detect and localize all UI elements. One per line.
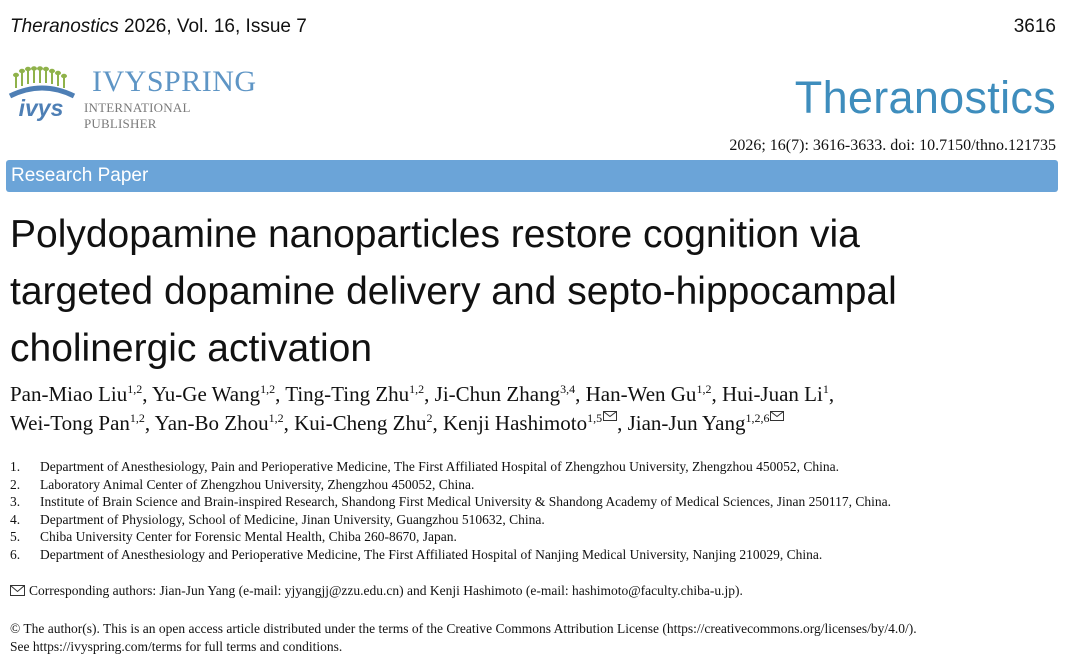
- title-line: cholinergic activation: [10, 327, 373, 370]
- author-separator: ,: [617, 411, 628, 435]
- envelope-icon: [602, 411, 617, 435]
- affiliation-text: Department of Physiology, School of Medicine, Jinan University, Guangzhou 510632, China.: [40, 511, 545, 527]
- page-number: 3616: [1013, 16, 1056, 37]
- author-separator: ,: [142, 382, 152, 406]
- affiliation-text: Chiba University Center for Forensic Mental Health, Chiba 260-8670, Japan.: [40, 529, 457, 545]
- author: [443, 411, 628, 435]
- author-separator: ,: [275, 382, 286, 406]
- author: [10, 411, 155, 435]
- author-affiliation-marker: 1: [822, 382, 829, 396]
- affiliation-item: [10, 546, 1075, 564]
- author-affiliation-marker: 1,2: [268, 411, 284, 425]
- author-affiliation-marker: 1,2: [409, 382, 425, 396]
- publisher-logo: [6, 65, 266, 131]
- title-line: Polydopamine nanoparticles restore cognition via: [10, 213, 860, 256]
- author-affiliation-marker: 2: [426, 411, 433, 425]
- article-title: [10, 206, 1060, 377]
- author-name: Han-Wen Gu: [585, 382, 697, 406]
- affiliation-number: 3.: [10, 494, 21, 510]
- publisher-subtitle: INTERNATIONAL PUBLISHER: [84, 100, 191, 131]
- affiliation-text: Institute of Brain Science and Brain-inspired Research, Shandong First Medical University & Shandong Academy of Medical Sciences, Jinan 250117, China.: [40, 494, 891, 510]
- article-type-bar: [6, 160, 1058, 192]
- affiliation-item: [10, 493, 1075, 511]
- affiliation-item: [10, 476, 1075, 494]
- author-separator: ,: [283, 411, 295, 435]
- author-affiliation-marker: 1,2: [129, 411, 145, 425]
- envelope-icon: [10, 585, 25, 596]
- author: [722, 382, 834, 406]
- author-separator: ,: [711, 382, 722, 406]
- journal-issue: 2026, Vol. 16, Issue 7: [118, 16, 307, 37]
- author-separator: ,: [424, 382, 435, 406]
- affiliation-item: [10, 511, 1075, 529]
- author-name: Yan-Bo Zhou: [154, 411, 269, 435]
- ivyspring-logo-icon: [6, 66, 78, 122]
- author: [152, 382, 285, 406]
- author-affiliation-marker: 1,2: [696, 382, 712, 396]
- author-list: [10, 380, 1070, 438]
- author: [628, 411, 785, 435]
- author-affiliation-marker: 3,4: [560, 382, 576, 396]
- running-header: [10, 16, 307, 38]
- author-affiliation-marker: 1,2: [260, 382, 276, 396]
- author-name: Kenji Hashimoto: [443, 411, 588, 435]
- author-separator: ,: [432, 411, 444, 435]
- svg-text:ivys: ivys: [18, 95, 64, 121]
- author-name: Jian-Jun Yang: [627, 411, 746, 435]
- author-name: Hui-Juan Li: [721, 382, 823, 406]
- author-separator: ,: [575, 382, 586, 406]
- correspondence-text: Corresponding authors: Jian-Jun Yang (e-mail: yjyangjj@zzu.edu.cn) and Kenji Hashimoto (e-mail: hashimoto@faculty.chiba-u.jp).: [29, 583, 743, 598]
- article-type-label: Research Paper: [11, 165, 149, 186]
- author-separator: ,: [828, 382, 835, 406]
- author: [294, 411, 443, 435]
- affiliation-number: 6.: [10, 546, 21, 562]
- author: [285, 382, 434, 406]
- affiliation-number: 5.: [10, 529, 21, 545]
- envelope-icon: [769, 411, 784, 435]
- affiliation-item: [10, 458, 1075, 476]
- affiliation-text: Laboratory Animal Center of Zhengzhou University, Zhengzhou 450052, China.: [40, 476, 475, 492]
- affiliation-text: Department of Anesthesiology and Perioperative Medicine, The First Affiliated Hospital of Nanjing Medical University, Nanjing 210029, China.: [40, 546, 823, 562]
- affiliation-text: Department of Anesthesiology, Pain and Perioperative Medicine, The First Affiliated Hospital of Zhengzhou University, Zhengzhou 450052, China.: [40, 459, 839, 474]
- author: [155, 411, 294, 435]
- author: [435, 382, 586, 406]
- citation-line: 2026; 16(7): 3616-3633. doi: 10.7150/thno.121735: [729, 137, 1056, 154]
- author-name: Yu-Ge Wang: [151, 382, 261, 406]
- author: [586, 382, 722, 406]
- affiliation-list: [10, 458, 1075, 564]
- correspondence-note: [10, 582, 1075, 600]
- author-name: Kui-Cheng Zhu: [294, 411, 427, 435]
- affiliation-item: [10, 528, 1075, 546]
- affiliation-number: 1.: [10, 459, 21, 474]
- license-line: See https://ivyspring.com/terms for full terms and conditions.: [10, 639, 343, 654]
- author-name: Ji-Chun Zhang: [434, 382, 561, 406]
- author-name: Wei-Tong Pan: [10, 411, 130, 435]
- author-affiliation-marker: 1,2,6: [745, 411, 770, 425]
- license-line: © The author(s). This is an open access article distributed under the terms of the Creative Commons Attribution License (https://creativecommons.org/licenses/by/4.0/).: [10, 621, 917, 636]
- journal-name: Theranostics: [10, 16, 119, 37]
- publisher-name: IVYSPRING: [92, 65, 257, 98]
- author-name: Ting-Ting Zhu: [285, 382, 410, 406]
- license-note: [10, 620, 1078, 656]
- author-affiliation-marker: 1,5: [587, 411, 603, 425]
- affiliation-number: 4.: [10, 511, 21, 527]
- author-separator: ,: [144, 411, 155, 435]
- affiliation-number: 2.: [10, 476, 21, 492]
- author-name: Pan-Miao Liu: [10, 382, 128, 406]
- journal-masthead: Theranostics: [794, 72, 1056, 123]
- author: [10, 382, 152, 406]
- author-affiliation-marker: 1,2: [127, 382, 143, 396]
- title-line: targeted dopamine delivery and septo-hippocampal: [10, 270, 897, 313]
